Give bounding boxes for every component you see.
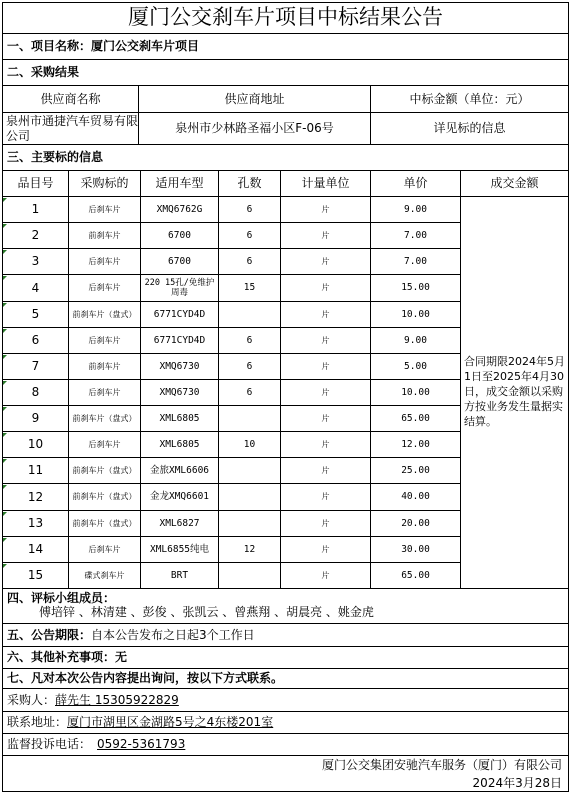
item-price: 5.00 <box>370 354 460 380</box>
item-price: 10.00 <box>370 302 460 328</box>
item-holes: 10 <box>218 432 280 458</box>
item-model: 6771CYD4D <box>140 328 218 354</box>
supplier-name-header: 供应商名称 <box>2 86 138 113</box>
jury-heading: 四、评标小组成员： <box>2 589 569 605</box>
item-holes <box>218 563 280 589</box>
item-subject: 后刹车片 <box>68 249 140 275</box>
item-model: XMQ6730 <box>140 380 218 406</box>
item-unit: 片 <box>280 275 370 302</box>
items-header-model: 适用车型 <box>140 171 218 197</box>
item-subject: 前刹车片（盘式） <box>68 511 140 537</box>
item-holes <box>218 458 280 484</box>
item-model: XMQ6730 <box>140 354 218 380</box>
complaint-phone-value: 0592-5361793 <box>97 737 186 752</box>
item-no: 4 <box>2 275 68 302</box>
items-header-subject: 采购标的 <box>68 171 140 197</box>
supplier-address-header: 供应商地址 <box>138 86 370 113</box>
item-model: XML6805 <box>140 432 218 458</box>
item-no: 5 <box>2 302 68 328</box>
item-unit: 片 <box>280 432 370 458</box>
item-price: 20.00 <box>370 511 460 537</box>
item-model: 金旅XML6606 <box>140 458 218 484</box>
item-holes <box>218 484 280 511</box>
bid-amount-cell: 详见标的信息 <box>370 113 569 145</box>
item-price: 9.00 <box>370 197 460 223</box>
project-name-row <box>2 34 569 60</box>
items-header-deal: 成交金额 <box>460 171 569 197</box>
item-price: 9.00 <box>370 328 460 354</box>
item-price: 40.00 <box>370 484 460 511</box>
other-matters-label: 六、其他补充事项： <box>7 650 116 665</box>
item-model: 6771CYD4D <box>140 302 218 328</box>
footer-organization: 厦门公交集团安驰汽车服务（厦门）有限公司 <box>2 756 569 775</box>
item-subject: 后刹车片 <box>68 432 140 458</box>
project-name-label: 一、项目名称： <box>7 39 92 54</box>
complaint-phone-label: 监督投诉电话： <box>7 737 92 752</box>
item-unit: 片 <box>280 354 370 380</box>
item-unit: 片 <box>280 302 370 328</box>
supplier-address-cell: 泉州市少林路圣福小区F-06号 <box>138 113 370 145</box>
main-items-heading: 三、主要标的信息 <box>2 145 569 171</box>
item-holes: 6 <box>218 223 280 249</box>
address-row <box>2 712 569 734</box>
item-subject: 后刹车片 <box>68 275 140 302</box>
items-header-price: 单价 <box>370 171 460 197</box>
address-value: 厦门市湖里区金湖路5号之4东楼201室 <box>67 715 274 730</box>
item-no: 9 <box>2 406 68 432</box>
bid-amount-header: 中标金额（单位：元） <box>370 86 569 113</box>
item-holes <box>218 302 280 328</box>
project-name-value: 厦门公交刹车片项目 <box>91 39 200 54</box>
item-no: 6 <box>2 328 68 354</box>
item-unit: 片 <box>280 511 370 537</box>
item-model: XML6805 <box>140 406 218 432</box>
item-no: 13 <box>2 511 68 537</box>
item-unit: 片 <box>280 328 370 354</box>
item-unit: 片 <box>280 197 370 223</box>
notice-period-value: 自本公告发布之日起3个工作日 <box>91 627 255 642</box>
notice-period-row <box>2 624 569 647</box>
item-unit: 片 <box>280 380 370 406</box>
item-price: 12.00 <box>370 432 460 458</box>
item-price: 65.00 <box>370 406 460 432</box>
item-model: 金龙XMQ6601 <box>140 484 218 511</box>
item-subject: 前刹车片 <box>68 354 140 380</box>
item-model: 6700 <box>140 249 218 275</box>
item-subject: 后刹车片 <box>68 380 140 406</box>
item-subject: 后刹车片 <box>68 537 140 563</box>
item-holes: 6 <box>218 328 280 354</box>
item-unit: 片 <box>280 249 370 275</box>
jury-members: 傅培锌 、林清建 、彭俊 、张凯云 、曾燕翔 、胡晨亮 、姚金虎 <box>2 605 569 624</box>
item-price: 30.00 <box>370 537 460 563</box>
item-holes <box>218 511 280 537</box>
item-model: 6700 <box>140 223 218 249</box>
item-unit: 片 <box>280 458 370 484</box>
item-holes: 6 <box>218 354 280 380</box>
items-header-no: 品目号 <box>2 171 68 197</box>
item-subject: 前刹车片（盘式） <box>68 458 140 484</box>
item-model: XML6827 <box>140 511 218 537</box>
item-subject: 前刹车片（盘式） <box>68 406 140 432</box>
item-no: 14 <box>2 537 68 563</box>
buyer-row <box>2 689 569 712</box>
item-unit: 片 <box>280 563 370 589</box>
footer-date: 2024年3月28日 <box>2 775 569 792</box>
item-no: 11 <box>2 458 68 484</box>
item-holes: 6 <box>218 249 280 275</box>
item-model: XMQ6762G <box>140 197 218 223</box>
buyer-value: 薛先生 15305922829 <box>55 692 179 707</box>
item-unit: 片 <box>280 484 370 511</box>
inquiry-heading: 七、凡对本次公告内容提出询问，按以下方式联系。 <box>2 669 569 689</box>
other-matters-row <box>2 647 569 669</box>
item-no: 7 <box>2 354 68 380</box>
item-subject: 前刹车片 <box>68 223 140 249</box>
address-label: 联系地址： <box>7 715 68 730</box>
item-price: 7.00 <box>370 223 460 249</box>
notice-period-label: 五、公告期限： <box>7 627 92 642</box>
item-price: 10.00 <box>370 380 460 406</box>
other-matters-value: 无 <box>115 650 128 665</box>
complaint-phone-row <box>2 734 569 756</box>
item-unit: 片 <box>280 223 370 249</box>
item-subject: 前刹车片（盘式） <box>68 302 140 328</box>
item-unit: 片 <box>280 537 370 563</box>
item-model: BRT <box>140 563 218 589</box>
item-no: 3 <box>2 249 68 275</box>
item-holes: 6 <box>218 197 280 223</box>
item-unit: 片 <box>280 406 370 432</box>
item-model: 220 15孔/免维护周毒 <box>140 275 218 302</box>
item-no: 1 <box>2 197 68 223</box>
deal-amount-note: 合同期限2024年5月1日至2025年4月30日，成交金额以采购方按业务发生量据实结算。 <box>460 197 569 589</box>
item-no: 12 <box>2 484 68 511</box>
supplier-name-cell: 泉州市通捷汽车贸易有限公司 <box>2 113 138 145</box>
item-model: XML6855纯电 <box>140 537 218 563</box>
item-price: 7.00 <box>370 249 460 275</box>
item-subject: 碟式刹车片 <box>68 563 140 589</box>
item-holes: 12 <box>218 537 280 563</box>
items-header-unit: 计量单位 <box>280 171 370 197</box>
item-price: 15.00 <box>370 275 460 302</box>
item-price: 25.00 <box>370 458 460 484</box>
items-header-holes: 孔数 <box>218 171 280 197</box>
page-title: 厦门公交刹车片项目中标结果公告 <box>2 2 569 34</box>
item-holes: 6 <box>218 380 280 406</box>
item-no: 10 <box>2 432 68 458</box>
item-subject: 前刹车片（盘式） <box>68 484 140 511</box>
procurement-result-heading: 二、采购结果 <box>2 60 569 86</box>
item-no: 8 <box>2 380 68 406</box>
item-price: 65.00 <box>370 563 460 589</box>
item-no: 2 <box>2 223 68 249</box>
item-no: 15 <box>2 563 68 589</box>
buyer-label: 采购人： <box>7 692 56 707</box>
item-holes <box>218 406 280 432</box>
item-subject: 后刹车片 <box>68 328 140 354</box>
item-holes: 15 <box>218 275 280 302</box>
item-subject: 后刹车片 <box>68 197 140 223</box>
